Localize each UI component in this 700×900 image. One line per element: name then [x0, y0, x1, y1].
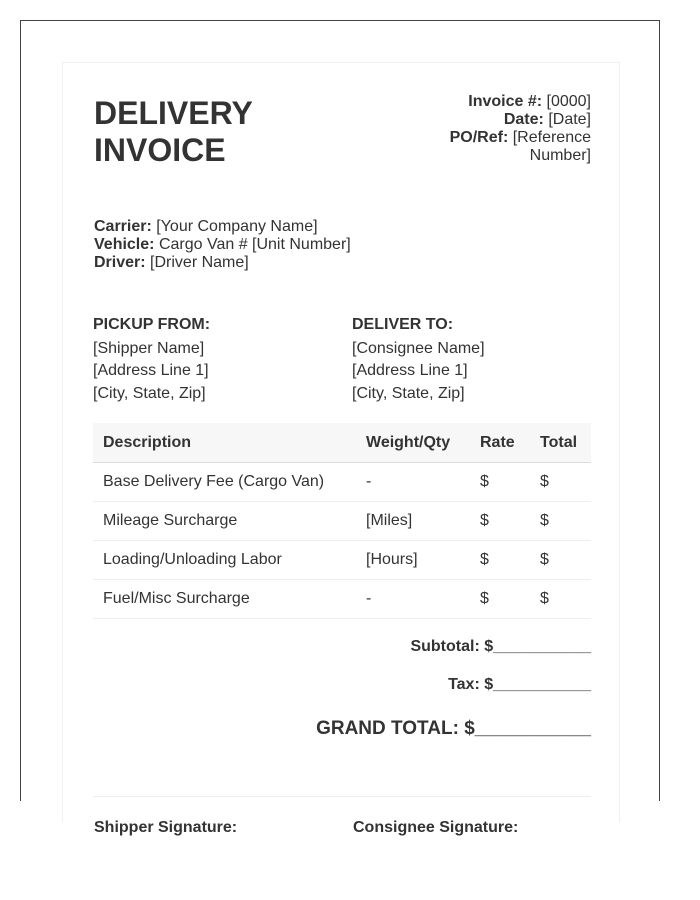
deliver-line: [City, State, Zip]: [352, 384, 465, 402]
cell-description: Base Delivery Fee (Cargo Van): [93, 463, 356, 502]
title-line-2: INVOICE: [94, 132, 226, 168]
date-label: Date:: [503, 111, 544, 128]
cell-weight-qty: -: [356, 463, 470, 502]
po-ref-value-2: Number]: [529, 147, 591, 164]
cell-total: $: [530, 463, 591, 502]
cell-description: Fuel/Misc Surcharge: [93, 580, 356, 619]
column-header-weight-qty: Weight/Qty: [356, 423, 470, 463]
invoice-header: [93, 93, 591, 193]
cell-total: $: [530, 502, 591, 541]
tax-line: Tax: $___________: [448, 676, 591, 693]
driver-value: [Driver Name]: [150, 254, 249, 271]
shipper-signature-label: Shipper Signature:: [94, 819, 238, 836]
cell-rate: $: [470, 502, 530, 541]
subtotal-line: Subtotal: $___________: [410, 638, 591, 655]
pickup-line: [Address Line 1]: [93, 362, 209, 379]
invoice-sheet: [62, 62, 620, 836]
title-line-1: DELIVERY: [94, 95, 253, 131]
pickup-heading: PICKUP FROM:: [93, 316, 211, 333]
invoice-content: [93, 93, 591, 836]
date-value: [Date]: [548, 111, 591, 128]
date-line: [431, 111, 591, 129]
deliver-heading: DELIVER TO:: [352, 316, 454, 333]
invoice-meta: [431, 93, 591, 165]
carrier-info: [94, 218, 351, 272]
column-header-rate: Rate: [470, 423, 530, 463]
invoice-number-line: [431, 93, 591, 111]
consignee-signature-label: Consignee Signature:: [353, 819, 519, 836]
cell-total: $: [530, 541, 591, 580]
carrier-value: [Your Company Name]: [156, 218, 318, 235]
po-ref-line: [431, 129, 591, 165]
vehicle-line: [94, 236, 351, 254]
page-title: [94, 95, 294, 169]
invoice-number-label: Invoice #:: [468, 93, 543, 110]
driver-line: [94, 254, 351, 272]
po-ref-value-1: [Reference: [512, 129, 591, 146]
grand-total-line: GRAND TOTAL: $___________: [316, 718, 591, 739]
table-row: [93, 580, 591, 619]
pickup-address: [93, 314, 210, 405]
deliver-line: [Address Line 1]: [352, 362, 468, 379]
column-header-description: Description: [93, 423, 356, 463]
cell-rate: $: [470, 541, 530, 580]
cell-total: $: [530, 580, 591, 619]
column-header-total: Total: [530, 423, 591, 463]
pickup-line: [City, State, Zip]: [93, 384, 206, 402]
vehicle-label: Vehicle:: [94, 236, 155, 253]
table-row: [93, 502, 591, 541]
cell-rate: $: [470, 463, 530, 502]
page-frame: [20, 20, 660, 836]
deliver-address: [352, 314, 485, 405]
table-header-row: [93, 423, 591, 463]
signature-divider: [93, 796, 591, 797]
deliver-line: [Consignee Name]: [352, 339, 485, 357]
line-items-table: [93, 423, 591, 619]
carrier-line: [94, 218, 351, 236]
driver-label: Driver:: [94, 254, 146, 271]
invoice-number-value: [0000]: [546, 93, 591, 110]
cell-weight-qty: [Hours]: [356, 541, 470, 580]
cell-weight-qty: -: [356, 580, 470, 619]
table-row: [93, 541, 591, 580]
cell-description: Mileage Surcharge: [93, 502, 356, 541]
cell-rate: $: [470, 580, 530, 619]
cell-description: Loading/Unloading Labor: [93, 541, 356, 580]
table-row: [93, 463, 591, 502]
cell-weight-qty: [Miles]: [356, 502, 470, 541]
carrier-label: Carrier:: [94, 218, 152, 235]
vehicle-value: Cargo Van # [Unit Number]: [158, 236, 351, 253]
pickup-line: [Shipper Name]: [93, 339, 205, 357]
po-ref-label: PO/Ref:: [449, 129, 509, 146]
